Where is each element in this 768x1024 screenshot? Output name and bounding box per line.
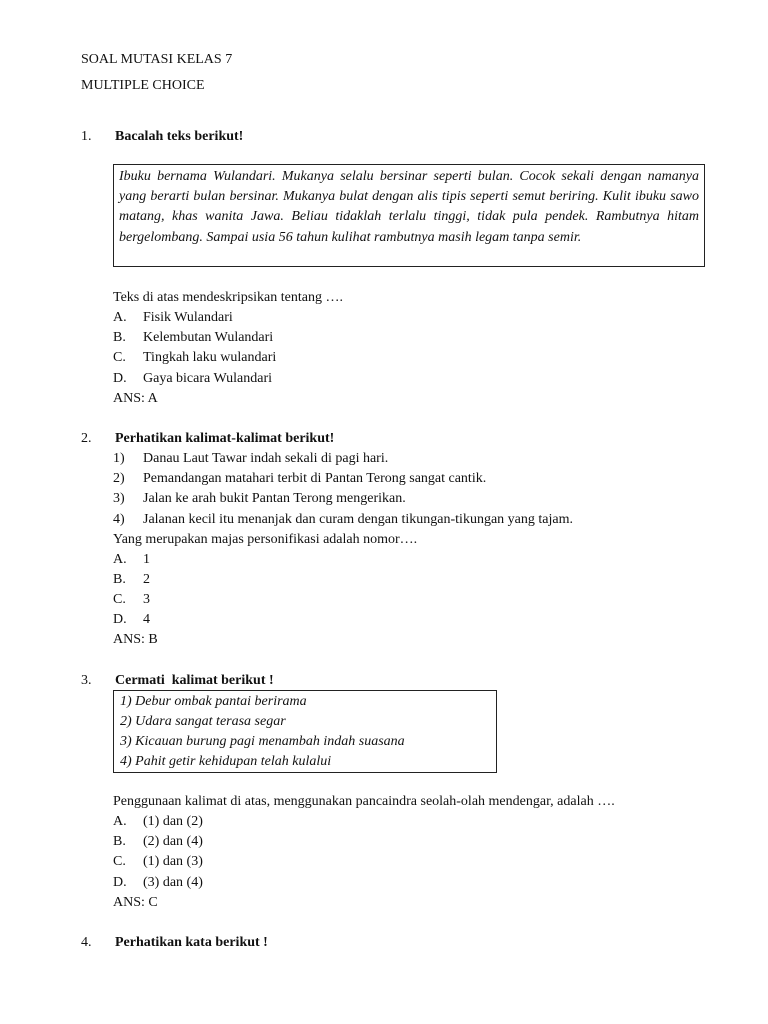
sentence-number: 4) <box>113 512 125 527</box>
option-text: 2 <box>143 572 150 587</box>
reading-passage-box: Ibuku bernama Wulandari. Mukanya selalu bersinar seperti bulan. Cocok sekali dengan namanya yang berarti bulan bersinar. Mukanya bulat dengan alis tipis seperti semut beriring. Kulit ibuku sawo matang, khas wanita Jawa. Beliau tidaklah terlalu tinggi, tidak pula pendek. Rambutnya hitam bergelombang. Sampai usia 56 tahun kulihat rambutnya masih legam tanpa semir. <box>113 164 705 267</box>
question-text: Penggunaan kalimat di atas, menggunakan pancaindra seolah-olah mendengar, adalah …. <box>113 794 615 809</box>
question-instruction: Perhatikan kata berikut ! <box>115 935 268 950</box>
option-letter: B. <box>113 572 126 587</box>
sentence-number: 1) <box>113 451 125 466</box>
option-text: 3 <box>143 592 150 607</box>
question-instruction: Cermati kalimat berikut ! <box>115 673 274 688</box>
question-number: 4. <box>81 935 92 950</box>
option-letter: C. <box>113 350 126 365</box>
option-text: (3) dan (4) <box>143 875 203 890</box>
option-text: (2) dan (4) <box>143 834 203 849</box>
option-letter: C. <box>113 854 126 869</box>
boxed-sentence: 1) Debur ombak pantai berirama <box>120 694 307 709</box>
option-letter: A. <box>113 814 127 829</box>
option-letter: B. <box>113 834 126 849</box>
option-text: 1 <box>143 552 150 567</box>
question-text: Yang merupakan majas personifikasi adalah nomor…. <box>113 532 418 547</box>
sentence-text: Danau Laut Tawar indah sekali di pagi hari. <box>143 451 389 466</box>
option-text: (1) dan (2) <box>143 814 203 829</box>
sentence-text: Jalan ke arah bukit Pantan Terong mengerikan. <box>143 491 406 506</box>
question-instruction: Bacalah teks berikut! <box>115 129 244 144</box>
option-letter: D. <box>113 371 127 386</box>
option-text: Tingkah laku wulandari <box>143 350 277 365</box>
sentence-number: 3) <box>113 491 125 506</box>
option-letter: D. <box>113 875 127 890</box>
option-text: Kelembutan Wulandari <box>143 330 274 345</box>
option-letter: A. <box>113 310 127 325</box>
boxed-sentence: 4) Pahit getir kehidupan telah kulalui <box>120 754 332 769</box>
question-text: Teks di atas mendeskripsikan tentang …. <box>113 290 343 305</box>
answer-key: ANS: C <box>113 895 158 910</box>
question-number: 1. <box>81 129 92 144</box>
sentence-box <box>113 690 497 773</box>
doc-title: SOAL MUTASI KELAS 7 <box>81 52 233 67</box>
option-letter: B. <box>113 330 126 345</box>
sentence-number: 2) <box>113 471 125 486</box>
sentence-text: Pemandangan matahari terbit di Pantan Terong sangat cantik. <box>143 471 487 486</box>
answer-key: ANS: A <box>113 391 158 406</box>
option-text: (1) dan (3) <box>143 854 203 869</box>
sentence-text: Jalanan kecil itu menanjak dan curam dengan tikungan-tikungan yang tajam. <box>143 512 573 527</box>
option-text: Fisik Wulandari <box>143 310 233 325</box>
option-letter: A. <box>113 552 127 567</box>
option-text: 4 <box>143 612 150 627</box>
question-number: 2. <box>81 431 92 446</box>
question-instruction: Perhatikan kalimat-kalimat berikut! <box>115 431 335 446</box>
boxed-sentence: 3) Kicauan burung pagi menambah indah suasana <box>120 734 405 749</box>
doc-subtitle: MULTIPLE CHOICE <box>81 78 205 93</box>
answer-key: ANS: B <box>113 632 158 647</box>
option-letter: D. <box>113 612 127 627</box>
option-text: Gaya bicara Wulandari <box>143 371 273 386</box>
question-number: 3. <box>81 673 92 688</box>
boxed-sentence: 2) Udara sangat terasa segar <box>120 714 286 729</box>
option-letter: C. <box>113 592 126 607</box>
